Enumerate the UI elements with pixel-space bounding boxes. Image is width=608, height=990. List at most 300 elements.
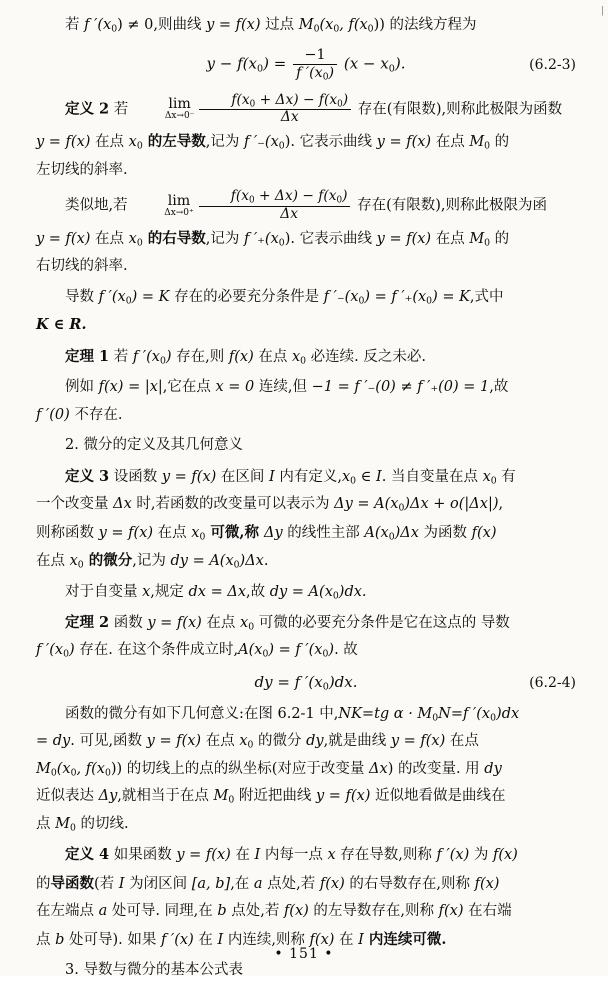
math-sub: 0 <box>322 681 329 693</box>
text-run: ). 它表示曲线 <box>284 230 377 247</box>
equation-body <box>207 47 406 82</box>
math-run: y = f(x) <box>206 17 261 33</box>
term-derivative-function: 导函数 <box>50 874 94 892</box>
text-run: ,它在点 <box>162 379 216 396</box>
text-run: , <box>498 496 504 513</box>
math-run: y = f(x) <box>36 134 91 151</box>
math-run: y = f(x) <box>390 733 446 750</box>
text-run: (若 <box>94 875 119 892</box>
math-run: f ′(x) <box>161 931 194 948</box>
text-run: 的左导数存在,则称 <box>308 903 439 920</box>
term-differentiable: 可微,称 <box>205 523 264 541</box>
math-sub: 0 <box>249 195 255 206</box>
math-run: I <box>358 931 364 948</box>
math-run: dy = f ′(x <box>254 672 323 691</box>
text-run: 在点 <box>90 230 129 247</box>
term-differential: 的微分 <box>83 552 133 570</box>
math-run: M <box>298 17 314 33</box>
text-run: 在点 <box>431 134 470 151</box>
text-run: 在区间 <box>216 468 269 485</box>
text-run: ,记为 <box>205 230 245 247</box>
math-run: f(x) <box>309 931 335 948</box>
math-run: M <box>36 760 51 777</box>
text-run: )) 的切线上的点的纵坐标(对应于改变量 <box>110 760 370 777</box>
math-sub: 0 <box>300 355 307 367</box>
text-run: 为闭区间 <box>124 875 192 892</box>
math-run: dy <box>306 733 324 750</box>
text-run: 时,若函数的改变量可以表示为 <box>131 496 335 513</box>
math-run: y = f(x) <box>176 847 231 864</box>
math-sub: 0 <box>333 23 340 35</box>
math-run: f(x) <box>492 847 518 864</box>
math-run: , f(x <box>339 17 368 33</box>
math-sub: 0 <box>426 295 433 307</box>
math-run: I <box>269 468 275 485</box>
text-run: 类似地,若 <box>65 198 133 214</box>
math-run: f ′(x <box>84 17 112 33</box>
equation-body <box>254 673 357 693</box>
equation-tag: (6.2-3) <box>529 57 576 74</box>
math-run: ). <box>394 55 406 74</box>
text-run: )) 的法线方程为 <box>373 17 477 33</box>
math-sub: 0 <box>63 649 70 661</box>
math-run: M <box>213 788 229 805</box>
math-run: y = f(x) <box>147 615 202 631</box>
math-run: K ∈ R. <box>36 316 87 334</box>
math-run: x <box>482 468 491 485</box>
paragraph-independent-variable <box>36 581 576 604</box>
math-sub: 0 <box>388 63 395 75</box>
text-run: 函数的微分有如下几何意义:在图 6.2-1 中, <box>65 705 339 722</box>
text-run: ,记为 <box>132 553 171 570</box>
text-run: 内每一点 <box>260 847 328 864</box>
limit-subscript: Δx→0⁻ <box>164 111 195 122</box>
math-sub: 0 <box>248 621 255 633</box>
text-run: 在点 <box>36 553 70 570</box>
math-run: + Δx) − f(x <box>254 188 337 205</box>
math-run: x <box>191 524 200 541</box>
equation-tag: (6.2-4) <box>529 674 576 691</box>
math-run: f(x) <box>438 903 464 920</box>
text-run: 为 <box>469 847 493 864</box>
math-sub: 0 <box>50 767 57 779</box>
text-run: 内有定义, <box>274 468 342 485</box>
text-run: 在点 <box>201 733 240 750</box>
text-run: 有 <box>496 468 516 485</box>
math-sub: 0 <box>199 531 206 543</box>
math-run: x <box>69 553 78 570</box>
paragraph-similarly <box>36 189 576 222</box>
math-run: f(x <box>230 188 249 205</box>
math-sub: 0 <box>125 295 132 307</box>
math-sub: 0 <box>490 475 497 487</box>
math-sub: 0 <box>233 559 240 571</box>
text-run: 在点 <box>445 733 479 750</box>
text-run: 必连续. 反之未必. <box>306 348 426 365</box>
definition-label: 定义 4 <box>65 846 110 864</box>
math-run: a <box>253 875 263 892</box>
text-run: 若 <box>109 348 133 365</box>
math-sub: 0 <box>136 237 143 249</box>
text-run: 的微分 <box>253 733 307 750</box>
math-run: b <box>55 931 65 948</box>
math-run: I <box>254 847 261 864</box>
paragraph-derivative-condition-line2 <box>36 313 576 337</box>
math-sub: 0 <box>432 712 439 724</box>
definition-label: 定义 3 <box>65 467 110 485</box>
math-sub: 0 <box>69 822 76 834</box>
math-run: y = f(x) <box>376 230 432 247</box>
fraction-denominator <box>293 65 337 83</box>
math-run: −1 = f ′₋(0) ≠ f ′₊(0) = 1 <box>311 379 490 396</box>
text-run: ,就相当于在点 <box>117 788 214 805</box>
math-run: , f(x <box>76 760 105 777</box>
paragraph-theorem-2 <box>36 611 576 635</box>
paragraph-geometric-meaning-line4 <box>36 785 576 808</box>
math-run: )dx. <box>328 672 358 691</box>
paragraph-definition-3 <box>36 465 576 489</box>
math-sub: 0 <box>278 140 285 152</box>
math-run: A(x <box>238 642 263 659</box>
math-run: f(x) <box>228 348 254 365</box>
math-run: b <box>217 903 227 920</box>
math-run: f ′(x) <box>436 847 470 864</box>
math-run: ) <box>165 348 172 365</box>
text-run: 近似表达 <box>36 788 99 805</box>
math-run: x <box>291 348 301 365</box>
math-sub: 0 <box>77 559 84 571</box>
paragraph-definition-2-line3: 左切线的斜率. <box>36 161 128 178</box>
text-run: 点 <box>36 931 56 948</box>
math-sub: 0 <box>262 649 269 661</box>
math-run: )Δx. <box>239 553 269 570</box>
text-run: 如果函数 <box>109 847 177 864</box>
paragraph-definition-3-line4 <box>36 549 576 573</box>
math-run: ) <box>328 64 335 81</box>
definition-label: 定义 2 <box>65 100 110 118</box>
math-run: ∈ I <box>356 468 382 485</box>
math-run: x <box>142 583 151 600</box>
math-sub: 0 <box>484 237 491 249</box>
math-run: f ′₋(x <box>323 288 359 305</box>
math-run: (x − x <box>343 55 389 74</box>
math-run: x <box>240 615 249 631</box>
math-run: y = f(x) <box>161 468 217 485</box>
math-run: ) = f ′(x <box>268 642 323 659</box>
limit-operator <box>136 97 195 121</box>
text-run: 导数 <box>65 288 99 305</box>
paragraph-geometric-meaning-line2 <box>36 730 576 753</box>
equation-normal-line <box>36 47 576 82</box>
math-run: NK=tg α · M <box>338 705 433 722</box>
math-run: M <box>469 230 485 247</box>
math-sub: 0 <box>136 140 143 152</box>
text-run: 若 <box>65 17 85 33</box>
math-sub: 0 <box>256 63 264 75</box>
math-run: x <box>128 134 137 151</box>
text-run: 在点 <box>153 524 192 541</box>
math-run: ) = f ′₊(x <box>364 288 427 305</box>
term-continuously-differentiable: 内连续可微. <box>363 930 447 948</box>
math-run: [a, b] <box>191 875 231 892</box>
paragraph-theorem-2-line2 <box>36 639 576 662</box>
text-run: 在点 <box>431 230 470 247</box>
math-run: x <box>128 230 137 247</box>
math-sub: 0 <box>322 649 329 661</box>
text-run: 在右端 <box>463 903 512 920</box>
math-run: dy = A(x <box>170 553 234 570</box>
text-run: 在 <box>193 931 218 948</box>
math-sub: 0 <box>159 355 166 367</box>
text-run: . 可见,函数 <box>70 733 147 750</box>
text-run: 在点 <box>90 134 129 151</box>
math-run: x <box>239 733 248 750</box>
math-sub: 0 <box>367 23 374 35</box>
math-sub: 0 <box>484 140 491 152</box>
math-run: ) = K <box>131 288 170 305</box>
text-run: 的右导数存在,则称 <box>344 875 475 892</box>
fraction-denominator: Δx <box>280 109 299 126</box>
text-run: 的线性主部 <box>282 524 365 541</box>
math-run: f(x) <box>283 903 309 920</box>
text-run: 在点 <box>201 615 240 631</box>
math-run: )Δx + o(|Δx|) <box>404 496 499 513</box>
text-run: 存在,则 <box>171 348 229 365</box>
math-run: y = f(x) <box>98 524 154 541</box>
paragraph-definition-3-line3 <box>36 521 576 545</box>
limit-subscript: Δx→0⁺ <box>164 207 194 218</box>
text-run: 在 <box>230 847 255 864</box>
text-run: 的 <box>490 134 510 151</box>
math-run: M <box>469 134 485 151</box>
math-sub: 0 <box>336 195 343 206</box>
fraction <box>293 47 337 82</box>
text-run: 连续,但 <box>254 379 312 396</box>
math-run: y = f(x) <box>315 788 371 805</box>
math-run: dy = A(x <box>269 583 333 600</box>
math-sub: 0 <box>228 794 235 806</box>
fraction <box>199 189 351 222</box>
text-run: 的 <box>36 875 51 892</box>
math-run: (x <box>56 760 71 777</box>
paragraph-geometric-meaning-line3 <box>36 758 576 781</box>
math-sub: 0 <box>111 23 118 35</box>
fraction-denominator: Δx <box>280 205 298 222</box>
text-run: 存在导数,则称 <box>335 847 437 864</box>
equation-differential <box>36 673 576 693</box>
paragraph-geometric-meaning-line5 <box>36 813 576 836</box>
text-run: 附近把曲线 <box>234 788 316 805</box>
section-heading-3: 3. 导数与微分的基本公式表 <box>65 962 243 979</box>
text-run: 处可导. 同理,在 <box>107 903 218 920</box>
page-content <box>36 14 576 990</box>
text-run: 在 <box>334 931 359 948</box>
text-run: 设函数 <box>109 468 162 485</box>
math-run: + Δx) − f(x <box>255 91 338 108</box>
math-run: f ′(x <box>296 64 323 81</box>
math-run: x <box>341 468 351 485</box>
text-run: ,在 <box>230 875 254 892</box>
paragraph-example <box>36 376 576 399</box>
paragraph-derivative-condition <box>36 286 576 309</box>
math-sub: 0 <box>332 590 339 602</box>
text-run: 不存在. <box>69 406 123 423</box>
math-run: f ′(0) <box>36 406 70 423</box>
text-run: 存在(有限数),则称此极限为函 <box>352 198 547 214</box>
math-run: f ′(x <box>98 288 126 305</box>
paragraph-similarly-line2 <box>36 227 576 251</box>
math-run: f(x) <box>319 875 345 892</box>
text-run: ,记为 <box>205 134 245 151</box>
text-run: ,就是曲线 <box>323 733 391 750</box>
math-run: f ′(x <box>36 642 64 659</box>
math-run: y = f(x) <box>36 230 91 247</box>
paragraph-definition-3-line2 <box>36 493 576 516</box>
math-run: y = f(x) <box>146 733 202 750</box>
math-run: ) <box>342 91 349 108</box>
text-run: ) ≠ 0,则曲线 <box>117 17 207 33</box>
paragraph-example-line2 <box>36 404 576 427</box>
math-run: f(x) = |x| <box>98 379 163 396</box>
text-run: 存在的必要充分条件是 <box>169 288 324 305</box>
text-run: 点 <box>36 815 56 832</box>
math-sub: 0 <box>490 712 497 724</box>
text-run: ). 它表示曲线 <box>284 134 377 151</box>
text-run: 的切线. <box>75 815 129 832</box>
paragraph-definition-4 <box>36 843 576 867</box>
text-run: 的 <box>490 230 510 247</box>
math-run: dy <box>484 760 502 777</box>
math-sub: 0 <box>70 767 77 779</box>
math-run: I <box>217 931 224 948</box>
text-run: 在左端点 <box>36 903 99 920</box>
text-run: 为函数 <box>418 524 472 541</box>
paragraph-definition-4-line2 <box>36 872 576 896</box>
fraction <box>199 93 351 126</box>
math-run: = dy <box>36 733 71 750</box>
limit-op-text: lim <box>168 96 191 113</box>
math-sub: 0 <box>313 23 320 35</box>
text-run: 内连续,则称 <box>223 931 310 948</box>
text-run: . 故 <box>334 642 358 659</box>
paragraph-definition-4-line3 <box>36 900 576 923</box>
math-run: Δy <box>264 524 283 541</box>
math-run: I <box>118 875 125 892</box>
theorem-label: 定理 1 <box>65 347 110 365</box>
math-sub: 0 <box>350 475 357 487</box>
math-run: y = f(x) <box>376 134 432 151</box>
math-run: Δy <box>98 788 118 805</box>
fraction-numerator: −1 <box>293 47 337 64</box>
math-run: Δx <box>369 760 388 777</box>
text-run: ,规定 <box>150 583 189 600</box>
text-run: 一个改变量 <box>36 496 114 513</box>
math-run: x <box>327 847 336 864</box>
math-run: f(x) <box>471 524 497 541</box>
text-run: 存在(有限数),则称此极限为函数 <box>353 101 563 118</box>
term-left-derivative: 的左导数 <box>142 133 206 151</box>
math-run: a <box>98 903 108 920</box>
paragraph-similarly-line3: 右切线的斜率. <box>36 258 128 275</box>
text-run: 若 <box>109 101 133 118</box>
text-run: 可微的必要充分条件是它在这点的 导数 <box>254 615 510 631</box>
fraction-numerator <box>199 189 351 207</box>
math-run: )dx <box>496 705 520 722</box>
math-sub: 0 <box>398 502 405 514</box>
text-run: ,故 <box>489 379 509 396</box>
paragraph-normal-line <box>36 14 576 37</box>
text-run: 例如 <box>65 379 99 396</box>
limit-operator <box>135 194 194 218</box>
math-run: f(x <box>231 91 250 108</box>
math-run: ) = <box>263 55 287 74</box>
math-run: Δy = A(x <box>334 496 399 513</box>
section-heading-2: 2. 微分的定义及其几何意义 <box>65 437 243 454</box>
math-sub: 0 <box>247 739 254 751</box>
text-run: ,式中 <box>469 288 504 305</box>
math-run: ) <box>342 188 348 205</box>
text-run: 处可导). 如果 <box>64 931 161 948</box>
math-run: y − f(x <box>206 55 257 74</box>
math-run: x = 0 <box>215 379 255 396</box>
text-run: ,故 <box>246 583 270 600</box>
math-run: M <box>55 815 70 832</box>
text-run: ) 的改变量. 用 <box>387 760 485 777</box>
math-sub: 0 <box>337 99 343 110</box>
text-run: 近似地看做是曲线在 <box>370 788 506 805</box>
text-run: 函数 <box>109 615 148 631</box>
text-run: 则称函数 <box>36 524 99 541</box>
text-run: 过点 <box>260 17 299 33</box>
page-number: • 151 • <box>274 946 334 962</box>
text-run: 对于自变量 <box>65 583 143 600</box>
text-run: 存在. 在这个条件成立时, <box>74 642 239 659</box>
math-run: ) <box>328 642 335 659</box>
math-sub: 0 <box>249 99 256 110</box>
math-run: Δx <box>113 496 132 513</box>
math-run: ) <box>69 642 75 659</box>
text-run: 在点 <box>253 348 292 365</box>
paragraph-definition-2 <box>36 93 576 126</box>
math-sub: 0 <box>104 767 111 779</box>
fraction-numerator <box>199 93 351 111</box>
math-sub: 0 <box>358 295 365 307</box>
math-run: f ′₋(x <box>244 134 279 151</box>
math-run: ) = K <box>432 288 470 305</box>
paragraph-geometric-meaning <box>36 703 576 726</box>
math-run: N=f ′(x <box>438 705 491 722</box>
math-sub: 0 <box>388 531 395 543</box>
math-run: )dx. <box>338 583 367 600</box>
math-run: f ′₊(x <box>244 230 279 247</box>
paragraph-definition-2-line2 <box>36 130 576 154</box>
math-sub: 0 <box>322 72 329 83</box>
math-run: f(x) <box>474 875 500 892</box>
math-run: )Δx <box>394 524 419 541</box>
math-run: A(x <box>364 524 389 541</box>
math-run: (x <box>319 17 334 33</box>
math-sub: 0 <box>278 237 285 249</box>
text-run: . 当自变量在点 <box>381 468 483 485</box>
text-run: 点处,若 <box>226 903 284 920</box>
theorem-label: 定理 2 <box>65 614 110 631</box>
paragraph-theorem-1 <box>36 345 576 369</box>
edge-mark: | <box>600 6 604 16</box>
math-run: dx = Δx <box>188 583 246 600</box>
text-run: 点处,若 <box>262 875 320 892</box>
math-run: f ′(x <box>132 348 160 365</box>
limit-op-text: lim <box>167 192 191 209</box>
